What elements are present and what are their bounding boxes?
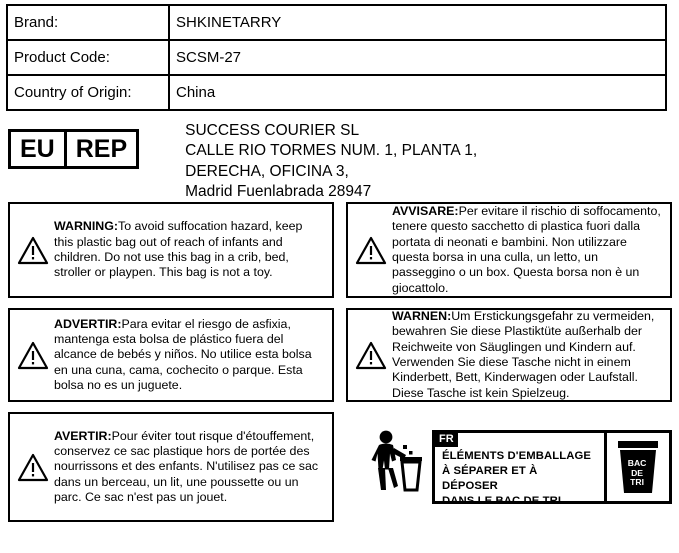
warning-body-fr: Pour éviter tout risque d'étouffement, conservez ce sac plastique hors de portée des nourrissons et des enfants. N'utilisez pas ce sac dans un berceau, un lit, une poussette ou un parc. Ce sac n'est pas un jouet.: [54, 428, 319, 505]
warning-grid: [8, 202, 672, 532]
eu-rep-address-line: DERECHA, OFICINA 3,: [185, 162, 349, 180]
warning-triangle-icon: [354, 236, 388, 265]
warning-triangle-icon: [354, 341, 388, 370]
triman-language-tag: FR: [435, 433, 458, 447]
triman-text-block: [435, 433, 604, 507]
tidyman-icon: [364, 428, 422, 507]
warning-row: [8, 308, 672, 402]
warning-body-it: Per evitare il rischio di soffocamento, tenere questo sacchetto di plastica fuori dalla portata di neonati e bambini. Non utilizzare questa borsa in una culla, un letto, un passeggino o un box. Questa borsa non è un giocattolo.: [392, 203, 661, 295]
triman-logo: [432, 430, 672, 507]
warning-body-es: Para evitar el riesgo de asfixia, mantenga esta bolsa de plástico fuera del alcance de bebés y niños. No utilice esta bolsa en una cuna, cama, cochecito o parque. Esta bolsa no es un juguete.: [54, 316, 312, 393]
warning-text-fr: [54, 429, 324, 506]
brand-value: SHKINETARRY: [169, 5, 666, 40]
eu-representative-block: [8, 121, 679, 203]
country-of-origin-value: China: [169, 75, 666, 110]
bin-label: BAC DE TRI: [627, 458, 647, 488]
eu-rep-badge-right: REP: [64, 132, 136, 166]
warning-box-de: [346, 308, 672, 402]
warning-row: [8, 202, 672, 298]
table-row: [7, 40, 666, 75]
table-row: [7, 5, 666, 40]
warning-row: [8, 412, 672, 522]
warning-body-de: Um Erstickungsgefahr zu vermeiden, bewahren Sie diese Plastiktüte außerhalb der Reichweite von Säuglingen und Kindern auf. Verwenden Sie diese Tasche nicht in einem Kinderbett, Bett, Kinderwagen oder Laufstall. Diese Tasche ist kein Spielzeug.: [392, 308, 655, 400]
warning-heading-es: ADVERTIR:: [54, 316, 122, 331]
eu-rep-address-line: CALLE RIO TORMES NUM. 1, PLANTA 1,: [185, 142, 478, 160]
triman-line: À SÉPARER ET À DÉPOSER: [442, 464, 538, 492]
product-info-table: [6, 4, 667, 111]
label-document: [0, 4, 679, 553]
eu-rep-address-line: Madrid Fuenlabrada 28947: [185, 183, 372, 201]
product-code-value: SCSM-27: [169, 40, 666, 75]
warning-body-en: To avoid suffocation hazard, keep this plastic bag out of reach of infants and children. Do not use this bag in a crib, bed, stroller or playpen. This bag is not a toy.: [54, 219, 303, 280]
warning-heading-en: WARNING:: [54, 219, 119, 234]
triman-line: ÉLÉMENTS D'EMBALLAGE: [442, 450, 592, 462]
table-row: [7, 75, 666, 110]
triman-instruction-lines: [435, 447, 604, 509]
warning-text-it: [392, 204, 662, 296]
eu-rep-badge-left: EU: [20, 134, 55, 163]
warning-box-en: [8, 202, 334, 298]
recycling-block: [346, 412, 672, 522]
warning-box-it: [346, 202, 672, 298]
eu-rep-badge: [8, 129, 139, 169]
warning-triangle-icon: [16, 453, 50, 482]
warning-box-es: [8, 308, 334, 402]
triman-line: DANS LE BAC DE TRI: [442, 494, 562, 507]
country-of-origin-label: Country of Origin:: [7, 75, 169, 110]
warning-triangle-icon: [16, 341, 50, 370]
warning-heading-it: AVVISARE:: [392, 203, 459, 218]
warning-text-de: [392, 309, 662, 401]
recycling-bin-icon: [604, 433, 669, 501]
warning-text-en: [54, 219, 324, 281]
warning-triangle-icon: [16, 236, 50, 265]
warning-heading-de: WARNEN:: [392, 308, 452, 323]
product-code-label: Product Code:: [7, 40, 169, 75]
warning-text-es: [54, 317, 324, 394]
eu-rep-address-line: SUCCESS COURIER SL: [185, 122, 360, 139]
eu-rep-address: [185, 121, 477, 203]
warning-box-fr: [8, 412, 334, 522]
warning-heading-fr: AVERTIR:: [54, 428, 112, 443]
brand-label: Brand:: [7, 5, 169, 40]
